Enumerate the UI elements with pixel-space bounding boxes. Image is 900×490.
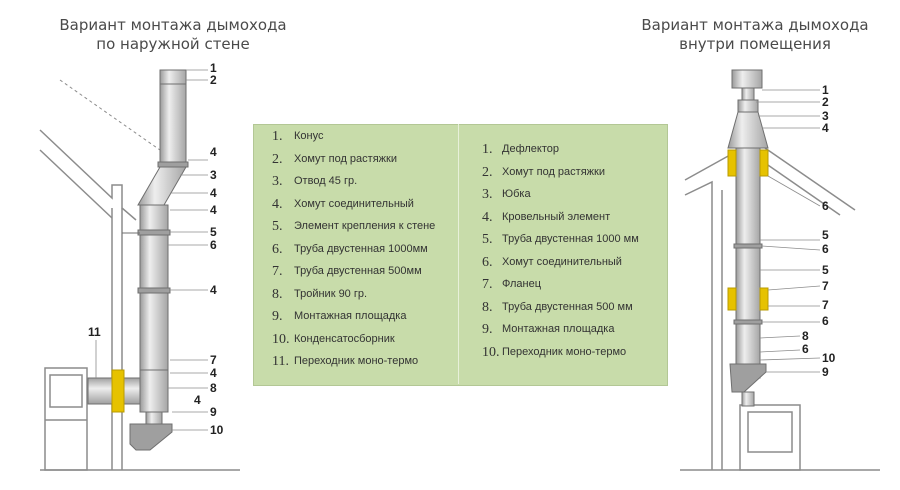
- roof-left-lower-wall: [685, 182, 712, 470]
- callout-4: 4: [210, 366, 217, 380]
- clamp: [738, 100, 758, 112]
- legend-label: Хомут под растяжки: [502, 165, 605, 178]
- guy-wire: [60, 80, 160, 150]
- callout-6: 6: [822, 199, 829, 213]
- roof-insulation-right: [760, 150, 768, 176]
- callout-7: 7: [210, 353, 217, 367]
- deflector-neck: [742, 88, 754, 100]
- callout-7: 7: [822, 298, 829, 312]
- legend-item: [482, 253, 639, 276]
- legend-label: Хомут под растяжки: [294, 152, 397, 165]
- legend-item: [482, 185, 639, 208]
- roof-underline: [40, 150, 112, 218]
- legend-item: [272, 150, 435, 173]
- vertical-pipe: [736, 148, 760, 378]
- legend-number: 10.: [482, 344, 500, 360]
- callout-4: 4: [210, 186, 217, 200]
- wall-bracket-ring: [138, 230, 170, 235]
- legend-number: 7.: [482, 277, 493, 292]
- legend-item: [482, 343, 639, 366]
- legend-number: 5.: [482, 232, 493, 247]
- stove-door: [748, 412, 792, 452]
- title-line: внутри помещения: [679, 35, 831, 53]
- indoor-chimney: [728, 70, 768, 406]
- legend-label: Конус: [294, 130, 324, 142]
- deflector-cap: [732, 70, 762, 88]
- callout-2: 2: [822, 95, 829, 109]
- callout-3: 3: [822, 109, 829, 123]
- wall-insulation: [112, 370, 124, 412]
- mounting-platform: [730, 364, 766, 392]
- callout-9: 9: [822, 365, 829, 379]
- legend-item: [272, 240, 435, 263]
- callout-7: 7: [822, 279, 829, 293]
- stove-body: [45, 368, 87, 470]
- legend-outdoor-list: [272, 127, 435, 375]
- title-line: по наружной стене: [96, 35, 250, 53]
- joint-clamp: [734, 244, 762, 248]
- legend-item: [482, 275, 639, 298]
- legend-number: 5.: [272, 219, 283, 234]
- callout-11: 11: [88, 325, 101, 339]
- legend-label: Труба двустенная 500мм: [294, 265, 422, 277]
- callout-4: 4: [210, 283, 217, 297]
- stove-body: [740, 405, 800, 470]
- legend-label: Дефлектор: [502, 143, 559, 155]
- mono-termo-adapter: [742, 392, 754, 406]
- callout-2: 2: [210, 73, 217, 87]
- legend-number: 9.: [272, 309, 283, 324]
- legend-label: Переходник моно-термо: [502, 345, 627, 358]
- clamp-ring: [158, 162, 188, 167]
- indoor-leader-lines: [756, 90, 820, 372]
- callout-8: 8: [210, 381, 217, 395]
- legend-label: Тройник 90 гр.: [294, 287, 368, 300]
- callout-1: 1: [822, 83, 829, 97]
- outdoor-chimney: [88, 70, 188, 450]
- legend-number: 3.: [272, 174, 283, 189]
- legend-item: [272, 330, 435, 353]
- legend-number: 8.: [482, 299, 493, 315]
- legend-number: 2.: [272, 151, 283, 167]
- roof-line: [40, 130, 136, 220]
- callout-3: 3: [210, 168, 217, 182]
- legend-number: 3.: [482, 187, 493, 202]
- mounting-platform: [130, 424, 172, 450]
- flange-left: [728, 288, 736, 310]
- callout-5: 5: [210, 225, 217, 239]
- legend-number: 4.: [272, 196, 283, 212]
- roof-left-upper: [685, 155, 730, 180]
- callout-10: 10: [822, 351, 836, 365]
- legend-number: 11.: [272, 354, 289, 369]
- stove-door: [50, 375, 82, 407]
- legend-label: Переходник моно-термо: [294, 355, 419, 367]
- callout-10: 10: [210, 423, 224, 437]
- legend-label: Фланец: [502, 278, 542, 290]
- legend-label: Конденсатосборник: [294, 332, 395, 345]
- legend-label: Хомут соединительный: [294, 197, 414, 210]
- callout-6: 6: [210, 238, 217, 252]
- legend-label: Элемент крепления к стене: [294, 220, 436, 232]
- skirt: [728, 112, 768, 148]
- legend-label: Труба двустенная 1000 мм: [502, 233, 639, 245]
- legend-item: [272, 352, 435, 375]
- legend-item: [272, 217, 435, 240]
- indoor-building: [680, 148, 880, 470]
- legend-indoor-list: [482, 140, 639, 365]
- legend-label: Отвод 45 гр.: [294, 175, 358, 187]
- callout-6: 6: [822, 314, 829, 328]
- legend-item: [482, 140, 639, 163]
- callout-4: 4: [210, 203, 217, 217]
- cone: [160, 70, 186, 84]
- legend-number: 6.: [482, 254, 493, 270]
- joint-clamp: [734, 320, 762, 324]
- legend-item: [482, 163, 639, 186]
- roof-insulation-left: [728, 150, 736, 176]
- legend-number: 4.: [482, 209, 493, 225]
- legend-item: [272, 195, 435, 218]
- callout-6: 6: [822, 242, 829, 256]
- legend-number: 1.: [482, 142, 493, 157]
- legend-number: 9.: [482, 322, 493, 337]
- callout-6: 6: [802, 342, 809, 356]
- legend-item: [272, 285, 435, 308]
- legend-item: [482, 320, 639, 343]
- legend-number: 7.: [272, 264, 283, 279]
- legend-label: Труба двустенная 1000мм: [294, 242, 428, 255]
- callout-4: 4: [822, 121, 829, 135]
- legend-label: Кровельный элемент: [502, 210, 611, 223]
- legend-item: [272, 172, 435, 195]
- legend-number: 8.: [272, 286, 283, 302]
- legend-number: 2.: [482, 164, 493, 180]
- legend-divider: [458, 124, 459, 384]
- callout-4: 4: [194, 393, 201, 407]
- upper-pipe: [160, 84, 186, 164]
- legend-item: [272, 262, 435, 285]
- condensate-collector: [146, 412, 162, 424]
- legend-label: Монтажная площадка: [502, 323, 615, 335]
- joint-clamp: [138, 288, 170, 293]
- title-line: Вариант монтажа дымохода: [59, 16, 287, 34]
- callout-4: 4: [210, 145, 217, 159]
- legend-number: 10.: [272, 331, 290, 347]
- flange-right: [760, 288, 768, 310]
- legend-item: [272, 307, 435, 330]
- callout-5: 5: [822, 228, 829, 242]
- legend-label: Юбка: [502, 188, 531, 200]
- callout-8: 8: [802, 329, 809, 343]
- legend-item: [482, 298, 639, 321]
- bend-45: [138, 167, 186, 205]
- legend-label: Монтажная площадка: [294, 310, 407, 322]
- tee-body: [140, 370, 168, 412]
- legend-label: Хомут соединительный: [502, 255, 622, 268]
- title-line: Вариант монтажа дымохода: [641, 16, 869, 34]
- legend-number: 1.: [272, 129, 283, 144]
- legend-number: 6.: [272, 241, 283, 257]
- legend-item: [272, 127, 435, 150]
- legend-item: [482, 230, 639, 253]
- legend-label: Труба двустенная 500 мм: [502, 300, 633, 313]
- callout-1: 1: [210, 61, 217, 75]
- callout-5: 5: [822, 263, 829, 277]
- legend-item: [482, 208, 639, 231]
- roof-right-upper: [765, 148, 855, 210]
- callout-9: 9: [210, 405, 217, 419]
